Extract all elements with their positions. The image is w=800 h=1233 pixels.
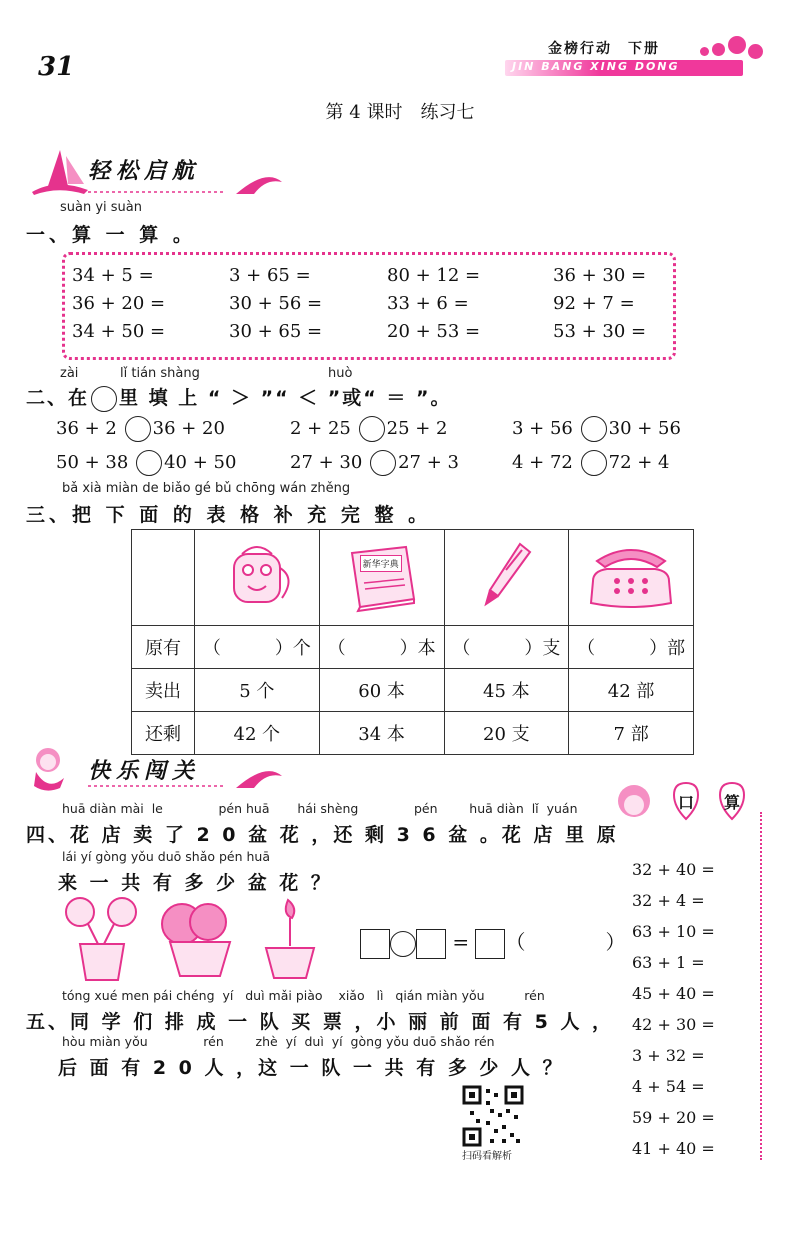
q3-label: 三、把 下 面 的 表 格 补 充 完 整 。 xyxy=(26,504,432,526)
answer-circle[interactable] xyxy=(125,416,151,442)
brand-subtitle: JIN BANG XING DONG xyxy=(512,60,680,73)
compare-item: 50 + 38 40 + 50 xyxy=(56,450,236,476)
answer-circle[interactable] xyxy=(390,931,416,957)
oral-item: 63 + 10 = xyxy=(632,922,715,941)
equation: 30 + 65 = xyxy=(229,321,323,342)
compare-item: 36 + 2 36 + 20 xyxy=(56,416,225,442)
answer-cell[interactable]: （ ）支 xyxy=(444,626,569,669)
q2-pinyin: lǐ tián shàng xyxy=(120,366,200,381)
table-cell: 45 本 xyxy=(444,669,569,712)
oral-item: 41 + 40 = xyxy=(632,1139,715,1158)
table-cell: 42 个 xyxy=(195,712,320,755)
qr-code-icon xyxy=(462,1085,524,1147)
decor-dot-icon xyxy=(712,43,725,56)
decor-dot-icon xyxy=(728,36,746,54)
table-cell: 42 部 xyxy=(569,669,694,712)
q2-pinyin: zài xyxy=(60,366,79,381)
q2-pinyin: huò xyxy=(328,366,353,381)
row-label: 还剩 xyxy=(132,712,195,755)
table-cell: 60 本 xyxy=(319,669,444,712)
equation: 92 + 7 = xyxy=(553,293,635,314)
flower-pots-icon xyxy=(52,894,322,984)
q2-label-post: 里 填 上 “ ＞ ”“ ＜ ”或“ ＝ ”。 xyxy=(119,387,452,409)
table-corner xyxy=(132,530,195,626)
oral-item: 4 + 54 = xyxy=(632,1077,705,1096)
section-banner-easy xyxy=(26,148,286,198)
row-label: 卖出 xyxy=(132,669,195,712)
brand-title: 金榜行动 下册 xyxy=(548,41,660,57)
equation: 80 + 12 = xyxy=(387,265,481,286)
telephone-icon xyxy=(583,537,679,613)
decor-dot-icon xyxy=(700,47,709,56)
table-cell xyxy=(195,530,320,626)
oral-item: 3 + 32 = xyxy=(632,1046,705,1065)
q4-pinyin: huā diàn mài le pén huā hái shèng pén huā diàn lǐ yuán xyxy=(62,801,578,816)
oral-item: 32 + 40 = xyxy=(632,860,715,879)
q5-pinyin: tóng xué men pái chéng yí duì mǎi piào xiǎo lì qián miàn yǒu rén xyxy=(62,988,545,1003)
answer-circle[interactable] xyxy=(370,450,396,476)
q5-line2: 后 面 有 2 0 人 ，这 一 队 一 共 有 多 少 人 ？ xyxy=(58,1057,565,1079)
answer-cell[interactable]: （ ）个 xyxy=(195,626,320,669)
table-cell xyxy=(444,530,569,626)
q1-pinyin: suàn yi suàn xyxy=(60,200,143,215)
section-title: 轻松启航 xyxy=(88,159,201,184)
unit-blank[interactable]: （ ） xyxy=(505,930,626,954)
oral-item: 45 + 40 = xyxy=(632,984,715,1003)
q2-label xyxy=(26,383,451,412)
oral-title: 算 xyxy=(724,793,741,812)
q1-label: 一、算 一 算 。 xyxy=(26,224,196,246)
table-cell: 20 支 xyxy=(444,712,569,755)
oral-item: 59 + 20 = xyxy=(632,1108,715,1127)
answer-circle[interactable] xyxy=(359,416,385,442)
oral-title: 口 xyxy=(678,793,695,812)
answer-circle[interactable] xyxy=(581,416,607,442)
oral-item: 63 + 1 = xyxy=(632,953,705,972)
q5-line1: 五、同 学 们 排 成 一 队 买 票 ，小 丽 前 面 有 5 人 ， xyxy=(26,1011,615,1033)
q2-label-pre: 二、在 xyxy=(26,387,90,409)
q4-answer-line xyxy=(360,926,625,959)
equals-sign: = xyxy=(452,930,470,954)
oral-item: 42 + 30 = xyxy=(632,1015,715,1034)
pen-icon xyxy=(476,540,536,610)
answer-circle[interactable] xyxy=(136,450,162,476)
dictionary-icon xyxy=(344,543,420,613)
table-cell: 34 本 xyxy=(319,712,444,755)
table-cell xyxy=(319,530,444,626)
compare-item: 2 + 25 25 + 2 xyxy=(290,416,448,442)
oral-divider xyxy=(760,812,762,1160)
oral-item: 32 + 4 = xyxy=(632,891,705,910)
inventory-table xyxy=(131,529,694,755)
lesson-title: 第 4 课时 练习七 xyxy=(325,102,475,123)
answer-circle[interactable] xyxy=(91,386,117,412)
table-cell: 7 部 xyxy=(569,712,694,755)
equation: 34 + 5 = xyxy=(72,265,154,286)
q3-pinyin: bǎ xià miàn de biǎo gé bǔ chōng wán zhěng xyxy=(62,481,351,496)
section-banner-challenge xyxy=(26,742,286,792)
answer-box[interactable] xyxy=(360,929,390,959)
row-label: 原有 xyxy=(132,626,195,669)
equation: 53 + 30 = xyxy=(553,321,647,342)
table-cell xyxy=(569,530,694,626)
answer-box[interactable] xyxy=(475,929,505,959)
decor-dot-icon xyxy=(748,44,763,59)
compare-item: 27 + 30 27 + 3 xyxy=(290,450,459,476)
qr-caption: 扫码看解析 xyxy=(462,1151,512,1162)
equation: 34 + 50 = xyxy=(72,321,166,342)
equation: 36 + 30 = xyxy=(553,265,647,286)
backpack-icon xyxy=(212,540,302,610)
answer-circle[interactable] xyxy=(581,450,607,476)
equation: 20 + 53 = xyxy=(387,321,481,342)
answer-box[interactable] xyxy=(416,929,446,959)
table-cell: 5 个 xyxy=(195,669,320,712)
dictionary-label: 新华字典 xyxy=(360,555,402,572)
answer-cell[interactable]: （ ）本 xyxy=(319,626,444,669)
equation: 36 + 20 = xyxy=(72,293,166,314)
q4-line2: 来 一 共 有 多 少 盆 花 ？ xyxy=(58,872,333,894)
equation: 33 + 6 = xyxy=(387,293,469,314)
q4-pinyin: lái yí gòng yǒu duō shǎo pén huā xyxy=(62,849,270,864)
compare-item: 4 + 72 72 + 4 xyxy=(512,450,670,476)
q4-line1: 四、花 店 卖 了 2 0 盆 花 ，还 剩 3 6 盆 。花 店 里 原 xyxy=(26,824,619,846)
q5-pinyin: hòu miàn yǒu rén zhè yí duì yí gòng yǒu duō shǎo rén xyxy=(62,1034,495,1049)
page-number: 31 xyxy=(38,52,75,82)
section-title: 快乐闯关 xyxy=(88,759,201,784)
equation: 3 + 65 = xyxy=(229,265,311,286)
compare-item: 3 + 56 30 + 56 xyxy=(512,416,681,442)
equation: 30 + 56 = xyxy=(229,293,323,314)
answer-cell[interactable]: （ ）部 xyxy=(569,626,694,669)
